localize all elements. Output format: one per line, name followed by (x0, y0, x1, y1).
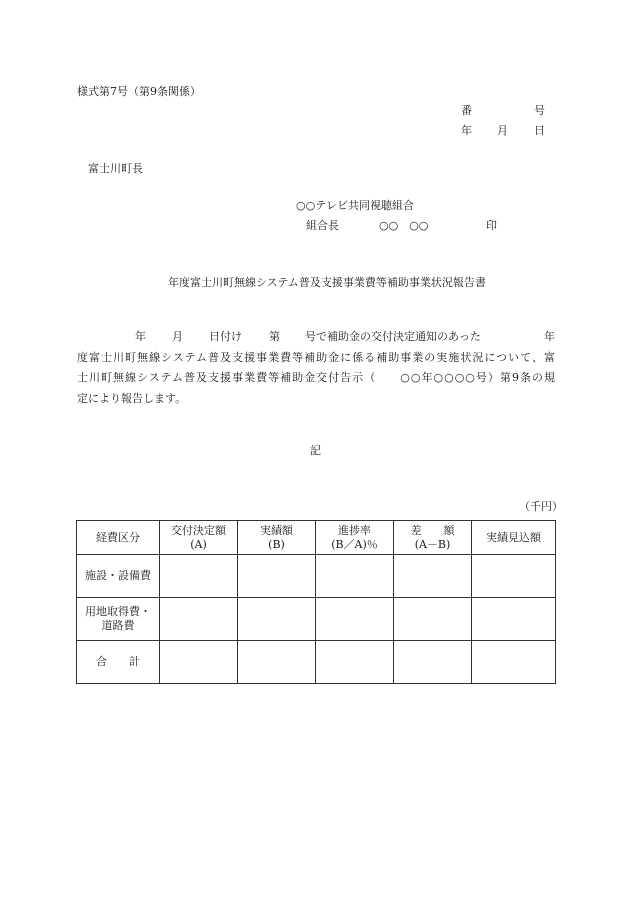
header-difference (394, 521, 472, 555)
applicant-org-name: ○○テレビ共同視聴組合 (296, 199, 414, 212)
body-line-3-text: 士川町無線システム普及支援事業費等補助金交付告示（ ○○年○○○○号）第9条の規 (77, 371, 555, 384)
header-actual-amount (238, 521, 316, 555)
date-month-label: 月 (497, 124, 508, 137)
row-label (77, 555, 160, 598)
form-number: 様式第7号（第9条関係） (77, 85, 201, 98)
table-cell[interactable] (472, 598, 556, 641)
header-line: 実績見込額 (486, 530, 541, 544)
table-header-row (77, 521, 556, 555)
body-line1-rest: 号で補助金の交付決定通知のあった (305, 330, 481, 343)
table-cell[interactable] (238, 598, 316, 641)
header-expected-actual (472, 521, 556, 555)
table-cell[interactable] (472, 555, 556, 598)
body-year2: 年 (544, 330, 555, 343)
body-line-4 (77, 389, 555, 410)
body-day: 日付け (209, 330, 242, 343)
body-dai: 第 (269, 330, 280, 343)
row-label-line: 道路費 (101, 619, 135, 632)
doc-number-suffix: 号 (534, 104, 545, 117)
table-cell[interactable] (394, 598, 472, 641)
body-paragraph (77, 327, 555, 409)
recipient: 富士川町長 (88, 162, 143, 175)
table-cell[interactable] (316, 555, 394, 598)
doc-number-label: 番 (461, 104, 472, 117)
applicant-chair-name: ○○ ○○ (379, 219, 429, 232)
table-cell[interactable] (472, 641, 556, 684)
unit-label: （千円） (519, 500, 563, 513)
header-line: 進捗率 (338, 523, 371, 537)
header-line: 交付決定額 (171, 523, 226, 537)
row-label-line: 合 計 (96, 655, 140, 668)
row-label (77, 598, 160, 641)
table-row (77, 598, 556, 641)
body-line-2 (77, 348, 555, 369)
header-grant-decision-amount (160, 521, 238, 555)
header-line: 経費区分 (96, 530, 140, 544)
row-label-line: 施設・設備費 (85, 569, 151, 582)
body-line-3 (77, 368, 555, 389)
table-cell[interactable] (394, 641, 472, 684)
row-label (77, 641, 160, 684)
header-sub: (A－B) (414, 537, 451, 551)
body-year: 年 (135, 330, 146, 343)
table-cell[interactable] (160, 598, 238, 641)
header-expense-category (77, 521, 160, 555)
body-line-2-text: 度富士川町無線システム普及支援事業費等補助金に係る補助事業の実施状況について、富 (77, 350, 555, 364)
body-line-4-text: 定により報告します。 (77, 391, 187, 405)
table-cell[interactable] (316, 598, 394, 641)
table-row (77, 555, 556, 598)
body-month: 月 (172, 330, 183, 343)
table-row (77, 641, 556, 684)
header-sub: (B／A)％ (331, 537, 378, 551)
header-line: 実績額 (260, 523, 293, 537)
ki-heading: 記 (310, 444, 321, 457)
header-progress-rate (316, 521, 394, 555)
table-cell[interactable] (238, 641, 316, 684)
applicant-chair-title: 組合長 (306, 219, 339, 232)
header-line: 差 額 (410, 523, 455, 537)
date-year-label: 年 (461, 124, 472, 137)
table-cell[interactable] (238, 555, 316, 598)
row-label-line: 用地取得費・ (85, 605, 151, 618)
seal-mark: 印 (486, 219, 497, 232)
date-day-label: 日 (534, 124, 545, 137)
expense-table (76, 520, 556, 684)
table-cell[interactable] (394, 555, 472, 598)
body-line-1 (77, 327, 555, 348)
table-cell[interactable] (160, 555, 238, 598)
table-cell[interactable] (316, 641, 394, 684)
header-sub: (A) (190, 537, 207, 551)
header-sub: (B) (268, 537, 285, 551)
table-cell[interactable] (160, 641, 238, 684)
report-title: 年度富士川町無線システム普及支援事業費等補助事業状況報告書 (168, 276, 486, 289)
